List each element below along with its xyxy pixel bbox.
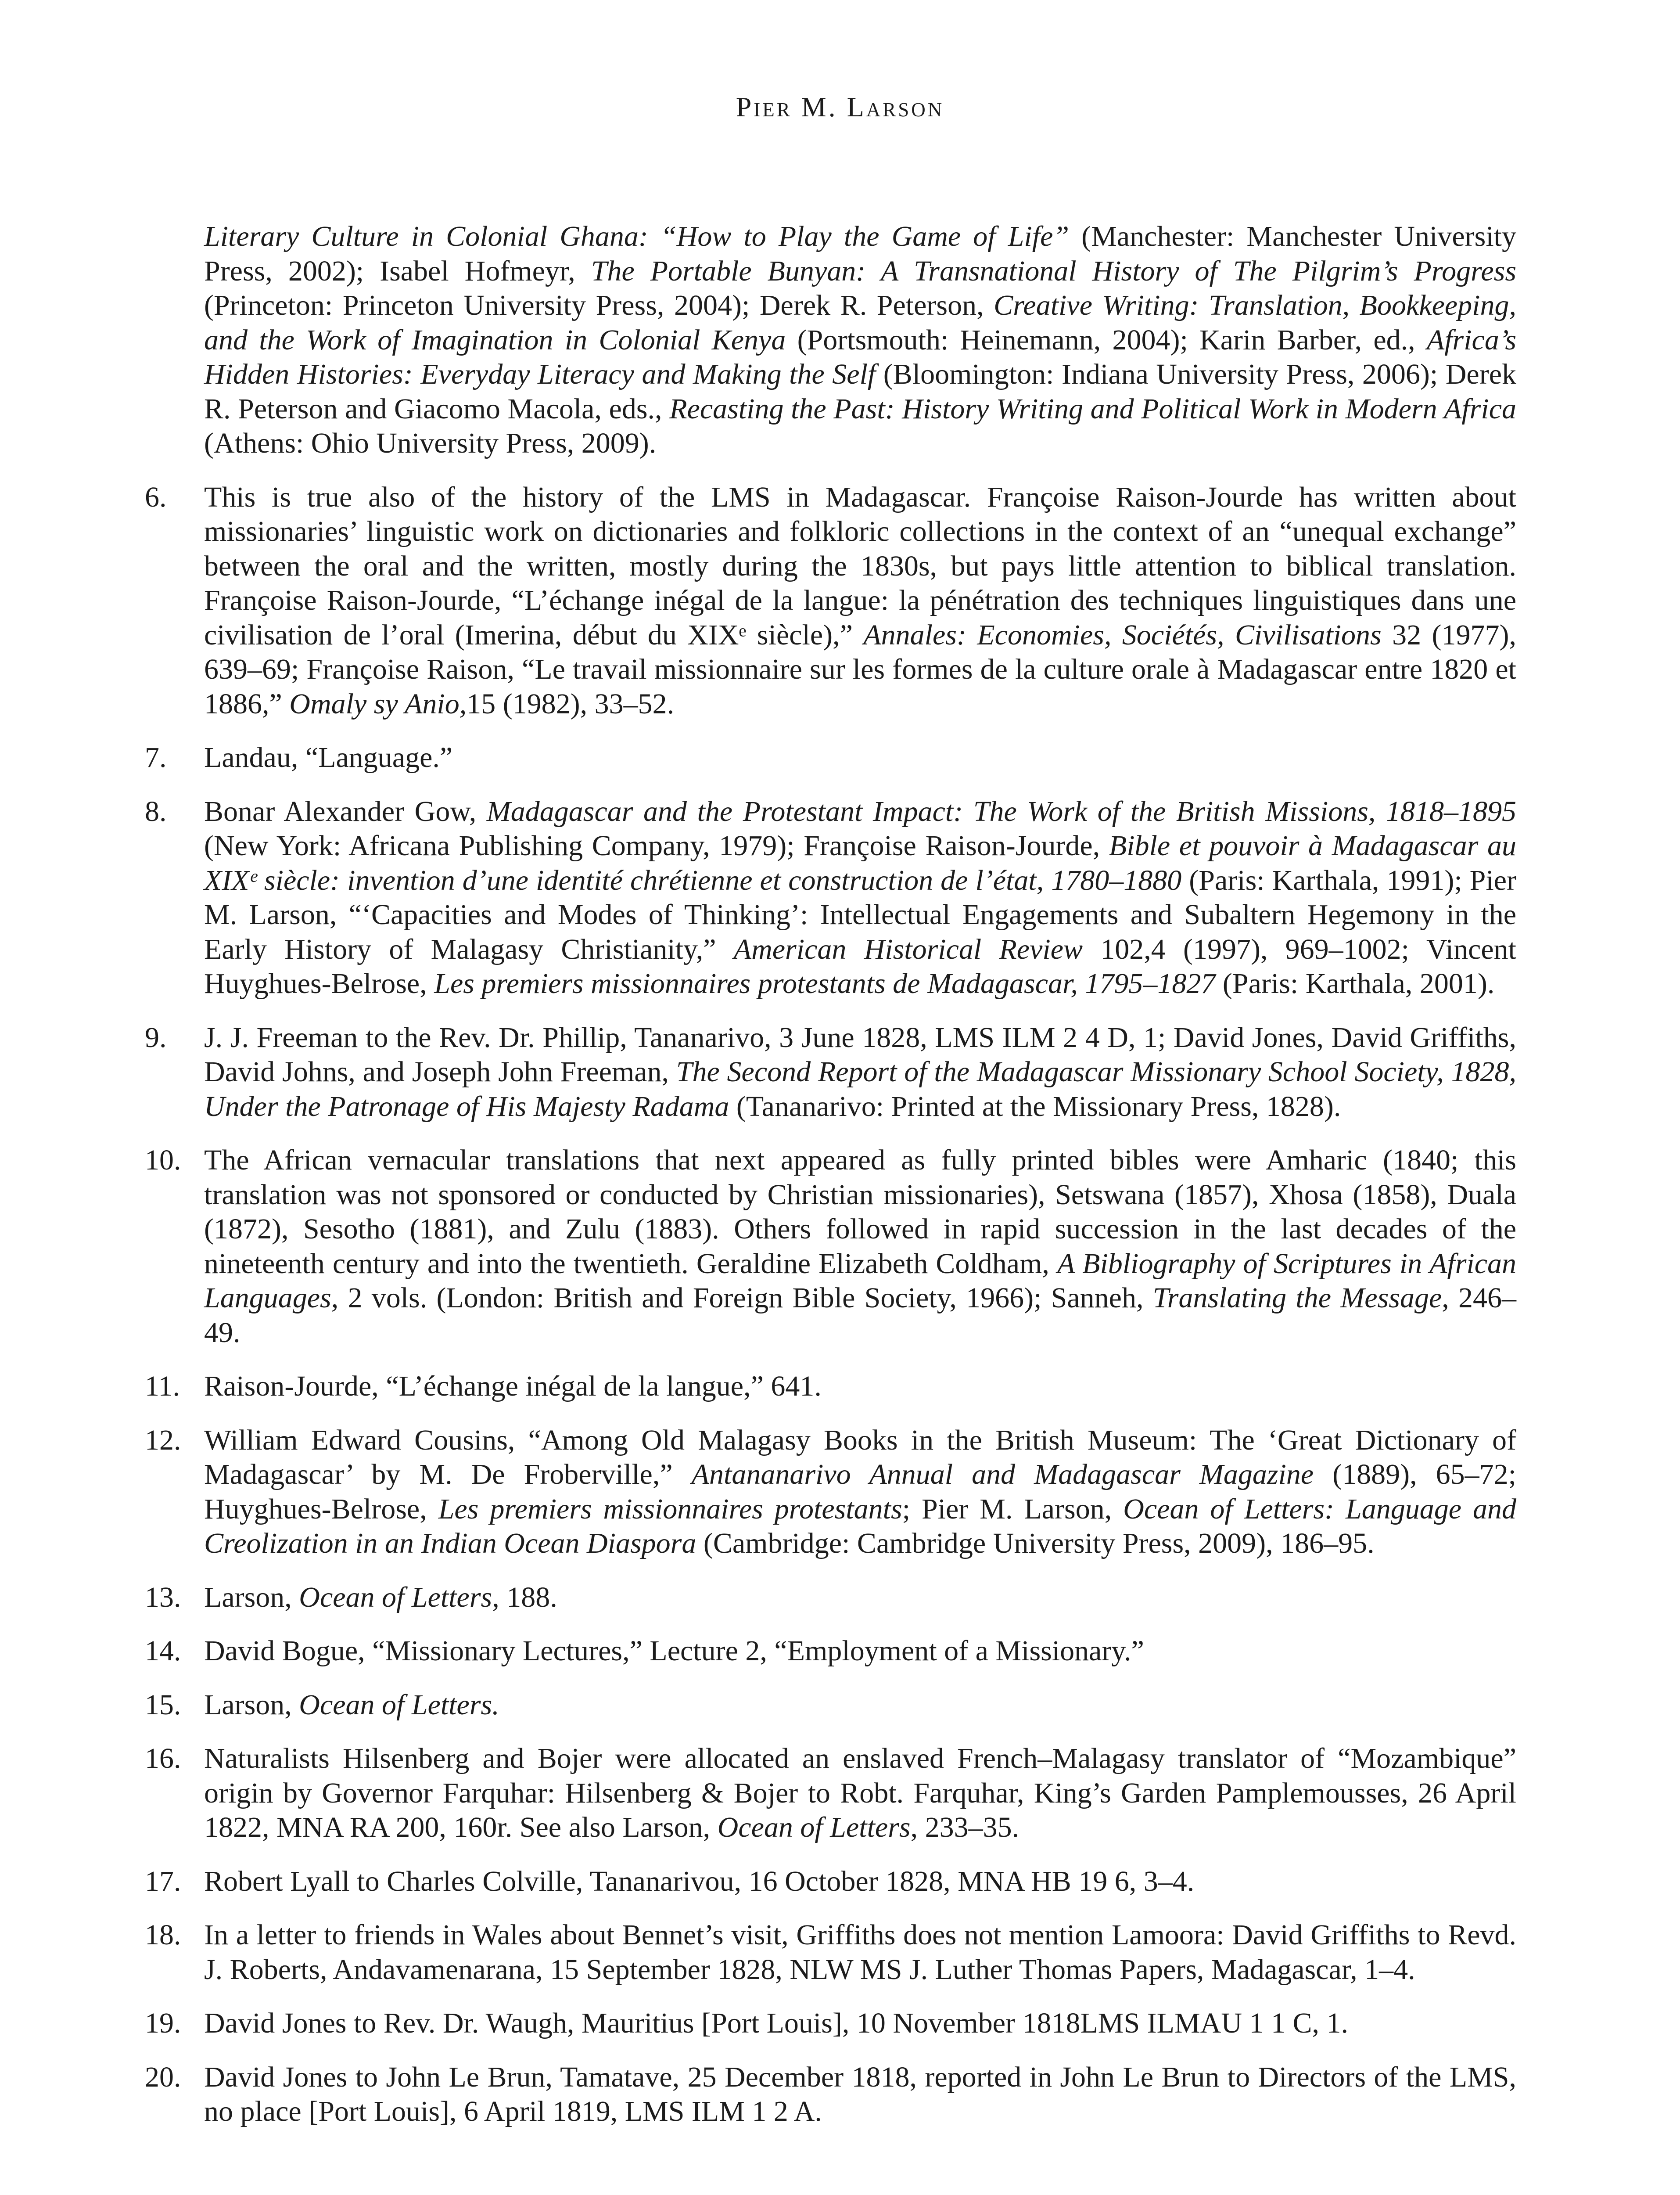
note-text-run: (Athens: Ohio University Press, 2009).: [204, 427, 657, 459]
endnote-number: 18.: [145, 1919, 181, 1951]
note-text-run: The African vernacular translations that next appeared as fully printed bibles were Amharic (1840; this translation was not sponsored or conducted by Christian missionaries), Setswana (1857), Xhosa (1858), Duala (1872), Sesotho (1881), and Zulu (1883). Others followed in rapid succession in the last decades of the nineteenth century and into the twentieth. Geraldine Elizabeth Coldham,: [204, 1144, 1516, 1280]
endnote-number: 11.: [145, 1370, 180, 1402]
endnote: [145, 1423, 1516, 1561]
endnote-text: [204, 1370, 822, 1402]
note-text-run: , 246–49.: [204, 1282, 1517, 1349]
note-text-run: (Manchester: Manchester University Press, 2002); Isabel Hofmeyr,: [204, 220, 1516, 287]
endnote-text: [204, 795, 1516, 1000]
endnote-text: [204, 481, 1516, 720]
endnote-number: 20.: [145, 2061, 181, 2093]
endnote-text: [204, 1865, 1194, 1897]
endnotes-list: [145, 220, 1516, 2148]
endnote-text: [204, 1144, 1516, 1349]
italic-title: Bible et pouvoir à Madagascar au XIXᵉ siècle: invention d’une identité chrétienne et construction de l’état, 1780–1880: [204, 830, 1516, 896]
note-text-run: , 233–35.: [910, 1811, 1019, 1843]
endnote-number: 10.: [145, 1144, 181, 1176]
note-text-run: (Princeton: Princeton University Press, 2004); Derek R. Peterson,: [204, 289, 994, 321]
running-head: Pier M. Larson: [736, 91, 944, 122]
italic-title: American Historical Review: [733, 933, 1083, 965]
endnote: [145, 1742, 1516, 1845]
endnote-text: [204, 1022, 1516, 1123]
endnote: [145, 2060, 1516, 2129]
endnote: [145, 2006, 1516, 2041]
note-text-run: (Portsmouth: Heinemann, 2004); Karin Barber, ed.,: [786, 324, 1427, 356]
endnote-text: [204, 2061, 1516, 2128]
italic-title: Omaly sy Anio,: [289, 687, 467, 720]
italic-title: Africa’s Hidden Histories: Everyday Literacy and Making the Self: [204, 324, 1516, 390]
note-text-run: Larson,: [204, 1688, 299, 1721]
endnote-number: 19.: [145, 2007, 181, 2039]
endnote-text: [204, 2007, 1348, 2039]
note-text-run: David Jones to Rev. Dr. Waugh, Mauritius [Port Louis], 10 November 1818LMS ILMAU 1 1 C, 1.: [204, 2007, 1348, 2039]
endnote-number: 12.: [145, 1424, 181, 1456]
note-text-run: Robert Lyall to Charles Colville, Tananarivou, 16 October 1828, MNA HB 19 6, 3–4.: [204, 1865, 1195, 1897]
note-text-run: , 2 vols. (London: British and Foreign Bible Society, 1966); Sanneh,: [331, 1282, 1153, 1314]
note-text-run: This is true also of the history of the LMS in Madagascar. Françoise Raison-Jourde has written about missionaries’ linguistic work on dictionaries and folkloric collections in the context of an “unequal exchange” between the oral and the written, mostly during the 1830s, but pays little attention to biblical translation. Françoise Raison-Jourde, “L’échange inégal de la langue: la pénétration des techniques linguistiques dans une civilisation de l’oral (Imerina, début du XIXᵉ siècle),”: [204, 481, 1516, 651]
endnote-number: 13.: [145, 1581, 181, 1613]
note-text-run: Naturalists Hilsenberg and Bojer were allocated an enslaved French–Malagasy translator of “Mozambique” origin by Governor Farquhar: Hilsenberg & Bojer to Robt. Farquhar, King’s Garden Pamplemousses, 26 April 1822, MNA RA 200, 160r. See also Larson,: [204, 1742, 1516, 1843]
note-text-run: , 188.: [492, 1581, 557, 1613]
italic-title: Ocean of Letters.: [299, 1688, 499, 1721]
endnote: [145, 1021, 1516, 1124]
endnote-number: 16.: [145, 1742, 181, 1774]
italic-title: The Second Report of the Madagascar Missionary School Society, 1828, Under the Patronage of His Majesty Radama: [204, 1056, 1516, 1123]
endnote: [145, 1688, 1516, 1723]
italic-title: Ocean of Letters: [299, 1581, 492, 1613]
endnote-text: [204, 220, 1516, 459]
note-text-run: William Edward Cousins, “Among Old Malagasy Books in the British Museum: The ‘Great Dictionary of Madagascar’ by M. De Froberville,”: [204, 1424, 1516, 1490]
note-text-run: Larson,: [204, 1581, 299, 1613]
note-text-run: Raison-Jourde, “L’échange inégal de la langue,” 641.: [204, 1370, 822, 1402]
endnote-number: 17.: [145, 1865, 181, 1897]
italic-title: Translating the Message: [1152, 1282, 1442, 1314]
endnote-number: 6.: [145, 481, 167, 513]
note-text-run: Landau, “Language.”: [204, 741, 453, 774]
endnote-text: [204, 1919, 1516, 1986]
endnote: [145, 480, 1516, 722]
endnote-number: 15.: [145, 1688, 181, 1721]
endnote: [145, 1580, 1516, 1615]
endnote: [145, 1143, 1516, 1350]
italic-title: Recasting the Past: History Writing and Political Work in Modern Africa: [669, 392, 1516, 425]
italic-title: Literary Culture in Colonial Ghana: “How to Play the Game of Life”: [204, 220, 1070, 252]
italic-title: Ocean of Letters: [717, 1811, 911, 1843]
note-text-run: David Jones to John Le Brun, Tamatave, 25 December 1818, reported in John Le Brun to Directors of the LMS, no place [Port Louis], 6 April 1819, LMS ILM 1 2 A.: [204, 2061, 1516, 2127]
note-text-run: (Tananarivo: Printed at the Missionary Press, 1828).: [729, 1090, 1341, 1123]
note-text-run: (Paris: Karthala, 1991); Pier M. Larson, “‘Capacities and Modes of Thinking’: Intellectual Engagements and Subaltern Hegemony in the Early History of Malagasy Christianity,”: [204, 864, 1516, 965]
endnote-text: [204, 1635, 1144, 1667]
note-text-run: 102,4 (1997), 969–1002; Vincent Huyghues-Belrose,: [204, 933, 1516, 1000]
endnote: [145, 1369, 1516, 1404]
endnote: [145, 795, 1516, 1001]
note-text-run: (Bloomington: Indiana University Press, 2006); Derek R. Peterson and Giacomo Macola, eds.,: [204, 358, 1516, 425]
endnote: [145, 1864, 1516, 1899]
endnote-text: [204, 1581, 557, 1613]
endnote-text: [204, 1424, 1516, 1560]
note-text-run: (Paris: Karthala, 2001).: [1215, 968, 1495, 1000]
endnote-number: 7.: [145, 741, 167, 774]
note-text-run: 32 (1977), 639–69; Françoise Raison, “Le travail missionnaire sur les formes de la culture orale à Madagascar entre 1820 et 1886,”: [204, 619, 1516, 720]
note-text-run: 15 (1982), 33–52.: [467, 687, 675, 720]
note-text-run: J. J. Freeman to the Rev. Dr. Phillip, Tananarivo, 3 June 1828, LMS ILM 2 4 D, 1; David Jones, David Griffiths, David Johns, and Joseph John Freeman,: [204, 1021, 1516, 1088]
italic-title: Les premiers missionnaires protestants: [438, 1493, 902, 1525]
note-text-run: (Cambridge: Cambridge University Press, 2009), 186–95.: [696, 1527, 1375, 1559]
italic-title: A Bibliography of Scriptures in African Languages: [204, 1247, 1517, 1314]
note-text-run: (1889), 65–72; Huyghues-Belrose,: [204, 1458, 1516, 1525]
endnote: [145, 1918, 1516, 1987]
italic-title: Ocean of Letters: Language and Creolization in an Indian Ocean Diaspora: [204, 1493, 1517, 1559]
endnote: [145, 220, 1516, 461]
note-text-run: Bonar Alexander Gow,: [204, 795, 487, 828]
endnote-text: [204, 741, 452, 774]
endnote: [145, 741, 1516, 775]
italic-title: Antananarivo Annual and Madagascar Magazine: [691, 1458, 1314, 1490]
italic-title: Creative Writing: Translation, Bookkeeping, and the Work of Imagination in Colonial Kenya: [204, 289, 1516, 356]
note-text-run: David Bogue, “Missionary Lectures,” Lecture 2, “Employment of a Missionary.”: [204, 1635, 1144, 1667]
note-text-run: (New York: Africana Publishing Company, 1979); Françoise Raison-Jourde,: [204, 830, 1109, 862]
note-text-run: ; Pier M. Larson,: [902, 1493, 1124, 1525]
note-text-run: In a letter to friends in Wales about Bennet’s visit, Griffiths does not mention Lamoora: David Griffiths to Revd. J. Roberts, Andavamenarana, 15 September 1828, NLW MS J. Luther Thomas Papers, Madagascar, 1–4.: [204, 1919, 1516, 1986]
endnote: [145, 1634, 1516, 1669]
italic-title: Annales: Economies, Sociétés, Civilisations: [863, 619, 1382, 651]
endnote-number: 9.: [145, 1021, 167, 1054]
endnote-text: [204, 1742, 1516, 1843]
endnote-number: 14.: [145, 1635, 181, 1667]
italic-title: Madagascar and the Protestant Impact: The Work of the British Missions, 1818–1895: [486, 795, 1516, 828]
italic-title: Les premiers missionnaires protestants de Madagascar, 1795–1827: [434, 968, 1216, 1000]
endnote-text: [204, 1689, 499, 1721]
endnote-number: 8.: [145, 795, 167, 828]
italic-title: The Portable Bunyan: A Transnational History of The Pilgrim’s Progress: [591, 255, 1516, 287]
